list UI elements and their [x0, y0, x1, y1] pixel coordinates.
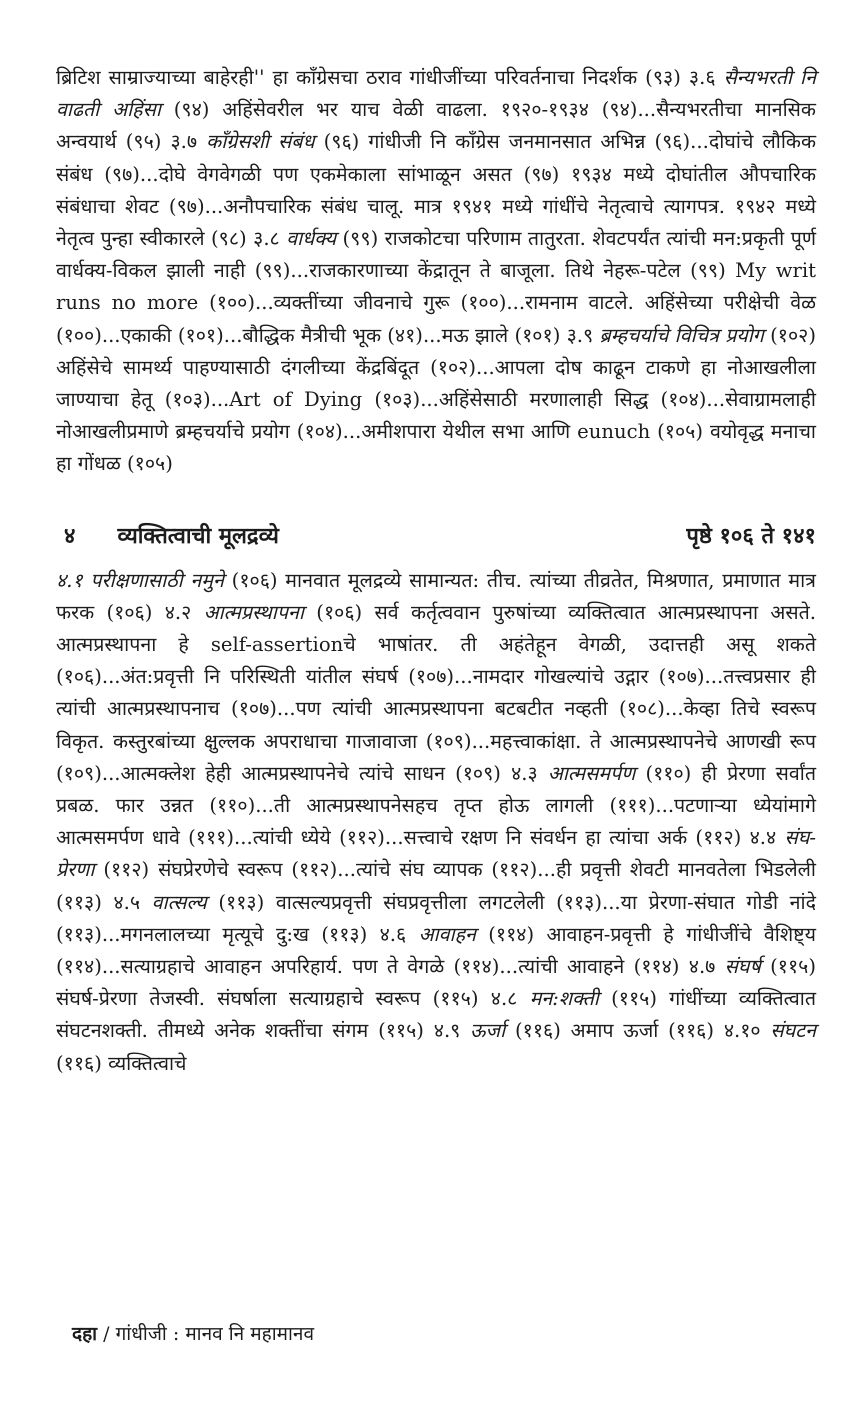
- subsection-title-4-7: संघर्ष: [724, 955, 761, 979]
- subsection-title-4-1: ४.१ परीक्षणासाठी नमुने: [56, 568, 224, 592]
- text-segment: (९६) गांधीजी नि काँग्रेस जनमानसात अभिन्न (९६)...दोघांचे लौकिक संबंध (९७)...दोघे वेगवेगळी पण एकमेकाला सांभाळून असत (९७) १९३४ मध्ये दोघांतील औपचारिक संबंधाचा शेवट (९७)...अनौपचारिक संबंध चालू. मात्र १९४१ मध्ये गांधींचे नेतृत्वाचे त्यागपत्र. १९४२ मध्ये नेतृत्व पुन्हा स्वीकारले (९८) ३.८: [56, 130, 817, 251]
- text-segment: (१०६) मानवात मूलद्रव्ये सामान्यत: तीच. त्यांच्या तीव्रतेत, मिश्रणात, प्रमाणात मात्र फरक (१०६) ४.२: [56, 568, 816, 624]
- subsection-title-3-9: ब्रम्हचर्याचे विचित्र प्रयोग: [599, 323, 764, 347]
- subsection-title-4-6: आवाहन: [418, 922, 476, 946]
- section-3-continuation: [56, 62, 816, 481]
- text-segment: (१०२) अहिंसेचे सामर्थ्य पाहण्यासाठी दंगलीच्या केंद्रबिंदूत (१०२)...आपला दोष काढून टाकणे हा नोआखलीला जाण्याचा हेतू (१०३)...Art of Dying (१०३)...अहिंसेसाठी मरणालाही सिद्ध (१०४)...सेवाग्रामलाही नोआखलीप्रमाणे ब्रम्हचर्याचे प्रयोग (१०४)...अमीशपारा येथील सभा आणि eunuch (१०५) वयोवृद्ध मनाचा हा गोंधळ (१०५): [56, 323, 816, 476]
- text-segment: (११३) वात्सल्यप्रवृत्ती संघप्रवृत्तीला लगटलेली (११३)...या प्रेरणा-संघात गोडी नांदे (११३)...मगनलालच्या मृत्यूचे दु:ख (११३) ४.६: [56, 890, 816, 946]
- text-segment: (११०) ही प्रेरणा सर्वांत प्रबळ. फार उन्नत (११०)...ती आत्मप्रस्थापनेसहच तृप्त होऊ लागली (१११)...पटणाऱ्या ध्येयांमागे आत्मसमर्पण धावे (१११)...त्यांची ध्येये (११२)...सत्त्वाचे रक्षण नि संवर्धन हा त्यांचा अर्क (११२) ४.४: [56, 761, 816, 850]
- subsection-title-3-7: काँग्रेसशी संबंध: [206, 130, 315, 154]
- chapter-number: ४: [64, 522, 76, 549]
- footer-separator: /: [97, 1323, 116, 1345]
- subsection-title-4-9: ऊर्जा: [470, 1019, 506, 1043]
- subsection-title-3-8: वार्धक्य: [286, 227, 337, 251]
- text-segment: ब्रिटिश साम्राज्याच्या बाहेरही'' हा काँग्रेसचा ठराव गांधीजींच्या परिवर्तनाचा निदर्शक (९३) ३.६: [56, 66, 724, 89]
- text-segment: (९४) अहिंसेवरील भर याच वेळी वाढला. १९२०-१९३४ (९४)...सैन्यभरतीचा मानसिक अन्वयार्थ (९५) ३.७: [56, 98, 816, 154]
- page-footer: [72, 1320, 314, 1346]
- text-segment: (११६) अमाप ऊर्जा (११६) ४.१०: [505, 1019, 771, 1043]
- text-segment: (९९) राजकोटचा परिणाम तातुरता. शेवटपर्यंत त्यांची मन:प्रकृती पूर्ण वार्धक्य-विकल झाली नाही (९९)...राजकारणाच्या केंद्रातून ते बाजूला. तिथे नेहरू-पटेल (९९) My writ runs no more (१००)...व्यक्तींच्या जीवनाचे गुरू (१००)...रामनाम वाटले. अहिंसेच्या परीक्षेची वेळ (१००)...एकाकी (१०१)...बौद्धिक मैत्रीची भूक (४१)...मऊ झाले (१०१) ३.९: [56, 227, 816, 347]
- chapter-heading: [56, 519, 816, 553]
- book-title: गांधीजी : मानव नि महामानव: [115, 1323, 315, 1345]
- section-4-summary: [56, 565, 816, 1080]
- text-segment: (११६) व्यक्तित्वाचे: [56, 1051, 187, 1075]
- chapter-title: व्यक्तित्वाची मूलद्रव्ये: [117, 522, 279, 549]
- text-segment: (११५) गांधींच्या व्यक्तित्वात संघटनशक्ती. तीमध्ये अनेक शक्तींचा संगम (११५) ४.९: [56, 987, 817, 1043]
- text-segment: (११४) आवाहन-प्रवृत्ती हे गांधीजींचे वैशिष्ट्य (११४)...सत्याग्रहाचे आवाहन अपरिहार्य. पण ते वेगळे (११४)...त्यांची आवाहने (११४) ४.७: [56, 922, 816, 979]
- page-number-label: दहा: [72, 1323, 98, 1345]
- text-segment: (११२) संघप्रेरणेचे स्वरूप (११२)...त्यांचे संघ व्यापक (११२)...ही प्रवृत्ती शेवटी मानवतेला भिडलेली (११३) ४.५: [56, 858, 816, 914]
- subsection-title-4-4: संघ-प्रेरणा: [56, 826, 816, 882]
- subsection-title-4-10: संघटन: [770, 1019, 816, 1043]
- subsection-title-3-6: सैन्यभरती नि वाढती अहिंसा: [56, 66, 816, 122]
- subsection-title-4-2: आत्मप्रस्थापना: [203, 600, 304, 624]
- text-segment: (१०६) सर्व कर्तृत्ववान पुरुषांच्या व्यक्तित्वात आत्मप्रस्थापना असते. आत्मप्रस्थापना हे self-assertionचे भाषांतर. ती अहंतेहून वेगळी, उदात्तही असू शकते (१०६)...अंत:प्रवृत्ती नि परिस्थिती यांतील संघर्ष (१०७)...नामदार गोखल्यांचे उद्गार (१०७)...तत्त्वप्रसार ही त्यांची आत्मप्रस्थापनाच (१०७)...पण त्यांची आत्मप्रस्थापना बटबटीत नव्हती (१०८)...केव्हा तिचे स्वरूप विकृत. कस्तुरबांच्या क्षुल्लक अपराधाचा गाजावाजा (१०९)...महत्त्वाकांक्षा. ते आत्मप्रस्थापनेचे आणखी रूप (१०९)...आत्मक्लेश हेही आत्मप्रस्थापनेचे त्यांचे साधन (१०९) ४.३: [56, 600, 816, 785]
- subsection-title-4-3: आत्मसमर्पण: [547, 761, 636, 785]
- chapter-page-range: पृष्ठे १०६ ते १४१: [686, 522, 816, 549]
- text-segment: (११५) संघर्ष-प्रेरणा तेजस्वी. संघर्षाला सत्याग्रहाचे स्वरूप (११५) ४.८: [56, 955, 816, 1011]
- subsection-title-4-5: वात्सल्य: [151, 890, 207, 914]
- subsection-title-4-8: मन:शक्ती: [529, 987, 599, 1011]
